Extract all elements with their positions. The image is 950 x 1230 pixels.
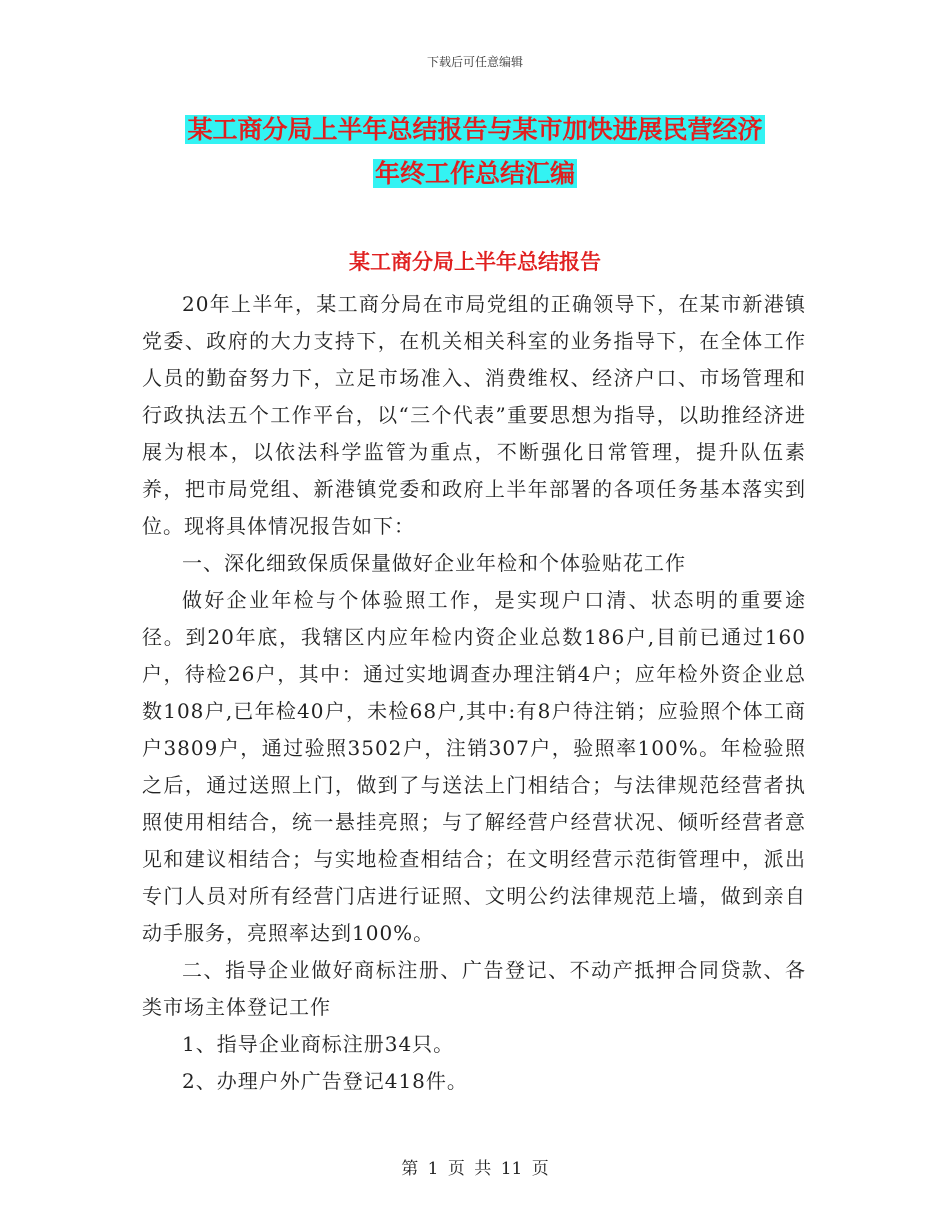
document-title-line-1	[0, 108, 950, 152]
heading-section-2: 二、指导企业做好商标注册、广告登记、不动产抵押合同贷款、各类市场主体登记工作	[142, 958, 806, 1019]
paragraph-intro: 20年上半年，某工商分局在市局党组的正确领导下，在某市新港镇党委、政府的大力支持下，在机关相关科室的业务指导下，在全体工作人员的勤奋努力下，立足市场准入、消费维权、经济户口、市场管理和行政执法五个工作平台，以“三个代表”重要思想为指导，以助推经济进展为根本，以依法科学监管为重点，不断强化日常管理，提升队伍素养，把市局党组、新港镇党委和政府上半年部署的各项任务基本落实到位。现将具体情况报告如下：	[142, 292, 806, 538]
paragraph-section-1: 做好企业年检与个体验照工作，是实现户口清、状态明的重要途径。到20年底，我辖区内应年检内资企业总数186户,目前已通过160户，待检26户，其中：通过实地调查办理注销4户；应年检外资企业总数108户,已年检40户，未检68户,其中:有8户待注销；应验照个体工商户3809户，通过验照3502户，注销307户，验照率100%。年检验照之后，通过送照上门，做到了与送法上门相结合；与法律规范经营者执照使用相结合，统一悬挂亮照；与了解经营户经营状况、倾听经营者意见和建议相结合；与实地检查相结合；在文明经营示范街管理中，派出专门人员对所有经营门店进行证照、文明公约法律规范上墙，做到亲自动手服务，亮照率达到100%。	[142, 588, 806, 945]
page-number: 第 1 页 共 11 页	[401, 1159, 549, 1179]
list-item: 1、指导企业商标注册34只。	[182, 1032, 455, 1056]
document-body	[142, 286, 806, 1100]
list-item: 2、办理户外广告登记418件。	[182, 1069, 468, 1093]
section-title: 某工商分局上半年总结报告	[349, 250, 601, 274]
document-title-text-1: 某工商分局上半年总结报告与某市加快进展民营经济	[187, 115, 763, 144]
document-title-line-2	[0, 152, 950, 196]
page-header-note: 下载后可任意编辑	[426, 55, 523, 69]
heading-section-1: 一、深化细致保质保量做好企业年检和个体验贴花工作	[182, 551, 686, 575]
document-title-text-2: 年终工作总结汇编	[374, 159, 575, 188]
